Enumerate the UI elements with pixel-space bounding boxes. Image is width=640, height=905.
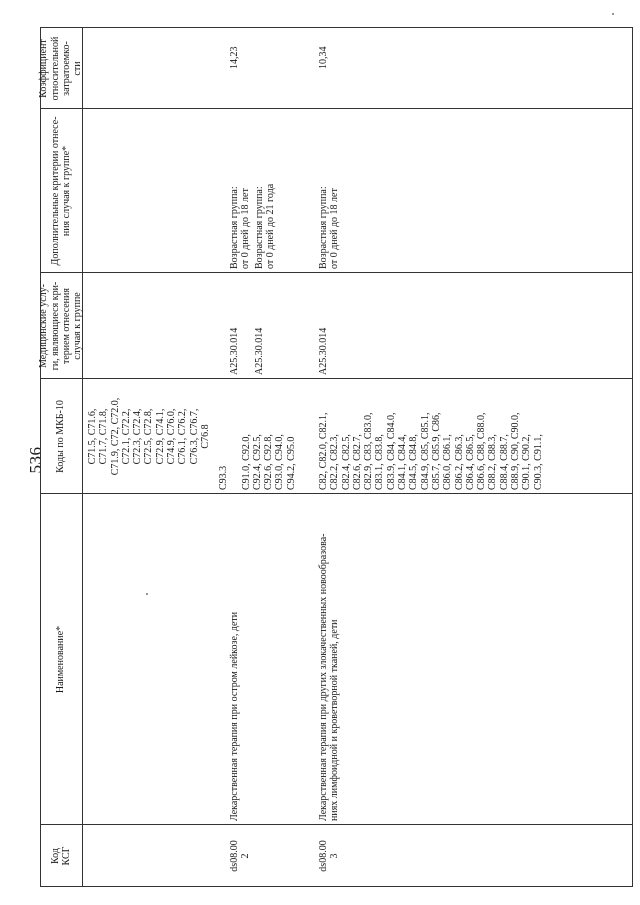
table-row-3-criteria: Возрастная группа: от 0 дней до 18 лет (318, 186, 341, 269)
table-row-2-service-b: A25.30.014 (254, 327, 265, 375)
header-criteria: Дополнительные критерии отнесе- ния случая к группе* (49, 116, 72, 266)
column-divider (40, 272, 632, 273)
table-row-3-name: Лекарственная терапия при других злокачественных новообразова- ниях лимфоидной и кроветворной тканей, дети (318, 533, 341, 821)
table-row-3-coefficient: 10,34 (318, 46, 329, 69)
table-bottom-border (632, 27, 633, 887)
table-row-3-code: ds08.00 3 (318, 840, 341, 872)
table-row-2-coefficient: 14,23 (229, 46, 240, 69)
scan-dot (146, 593, 148, 595)
table-row-2-service-a: A25.30.014 (229, 327, 240, 375)
page-number: 536 (26, 446, 45, 474)
table-row-2-criteria-b: Возрастная группа: от 0 дней до 21 года (254, 183, 277, 269)
column-divider (40, 493, 632, 494)
header-name: Наименование* (55, 625, 67, 694)
header-code: Код КСГ (49, 846, 72, 866)
ksg-table (40, 27, 632, 887)
table-row-1-icd: C71.5, C71.6, C71.7, C71.8, C71.9, C72, C72.0, C72.1, C72.2, C72.3, C72.4, C72.5, C72.8, C72.9, C74.1, C74.9, C76.0, C76.1, C76.2, C76.3, C76.7, C76.8 (87, 397, 211, 476)
table-right-border (40, 27, 632, 28)
table-row-2-name: Лекарственная терапия при остром лейкозе, дети (229, 611, 240, 821)
column-divider (40, 824, 632, 825)
table-row-2-code: ds08.00 2 (229, 840, 252, 872)
table-row-3-service: A25.30.014 (318, 327, 329, 375)
column-divider (40, 108, 632, 109)
header-separator (82, 27, 83, 887)
table-row-2-icd: C93.3 C91.0, C92.0, C92.4, C92.5, C92.6, C92.8, C93.0, C94.0, C94.2, C95.0 (218, 434, 297, 490)
header-icd: Коды по МКБ-10 (55, 400, 67, 473)
table-left-border (40, 886, 632, 887)
scan-dot (612, 13, 614, 15)
table-row-2-criteria-a: Возрастная группа: от 0 дней до 18 лет (229, 186, 252, 269)
table-row-3-icd: C82, C82.0, C82.1, C82.2, C82.3, C82.4, C82.5, C82.6, C82.7, C82.9, C83, C83.0, C83.1, C83.8, C83.9, C84, C84.0, C84.1, C84.4, C84.5, C84.8, C84.9, C85, C85.1, C85.7, C85.9, C86, C86.0, C86.1, C86.2, C86.3, C86.4, C86.5, C86.6, C88, C88.0, C88.2, C88.3, C88.4, C88.7, C88.9, C90, C90.0, C90.1, C90.2, C90.3, C91.1, (318, 412, 544, 490)
table-top-border (40, 27, 41, 887)
header-coefficient: Коэффициент относительной затратоемко- сти (38, 36, 84, 101)
header-services: Медицинские услу- ги, являющиеся кри- терием отнесения случая к группе (38, 281, 84, 371)
